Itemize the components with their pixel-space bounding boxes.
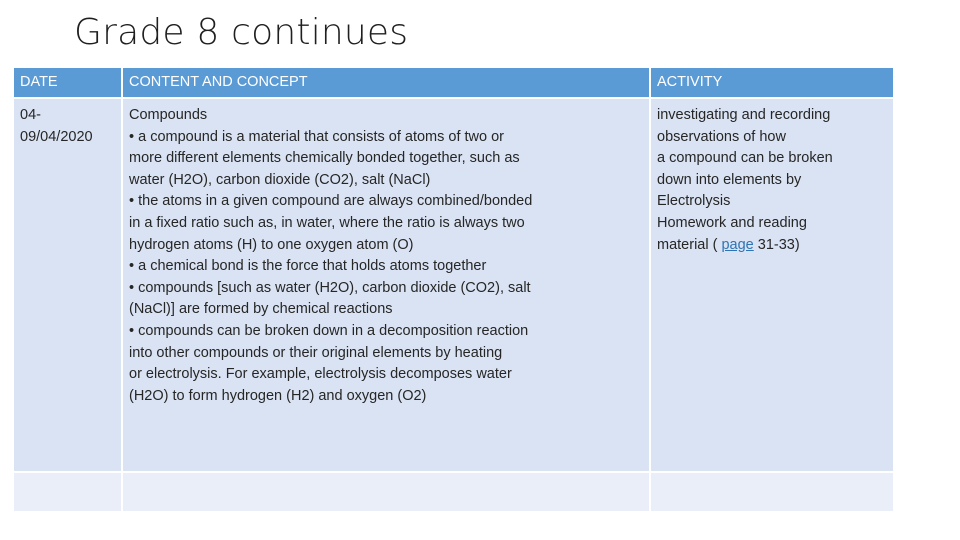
- header-date: DATE: [13, 67, 122, 98]
- slide-title: Grade 8 continues: [74, 12, 409, 53]
- empty-cell: [13, 472, 122, 512]
- activity-cell: [650, 98, 894, 472]
- header-content-and-concept: CONTENT AND CONCEPT: [122, 67, 650, 98]
- content-cell: [122, 98, 650, 472]
- content-line: in a fixed ratio such as, in water, where the ratio is always two: [129, 214, 525, 231]
- empty-cell: [122, 472, 650, 512]
- lesson-plan-table: [12, 66, 895, 513]
- activity-text: 31-33): [753, 236, 800, 253]
- empty-cell: [650, 472, 894, 512]
- table-row-empty: [13, 472, 894, 512]
- activity-line: [657, 235, 887, 257]
- content-line: hydrogen atoms (H) to one oxygen atom (O): [129, 236, 414, 253]
- content-line: • compounds [such as water (H2O), carbon dioxide (CO2), salt: [129, 279, 531, 296]
- date-line: 04-: [20, 107, 41, 123]
- content-line: into other compounds or their original elements by heating: [129, 344, 503, 361]
- content-line: (NaCl)] are formed by chemical reactions: [129, 301, 393, 318]
- activity-line: observations of how: [657, 128, 786, 145]
- date-line: 09/04/2020: [20, 128, 93, 145]
- content-line: more different elements chemically bonded together, such as: [129, 150, 520, 167]
- activity-line: investigating and recording: [657, 107, 831, 123]
- date-cell: [13, 98, 122, 472]
- activity-line: down into elements by: [657, 171, 802, 188]
- table-row: [13, 98, 894, 472]
- content-line: • a chemical bond is the force that holds atoms together: [129, 258, 487, 275]
- header-activity: ACTIVITY: [650, 67, 894, 98]
- content-line: water (H2O), carbon dioxide (CO2), salt (NaCl): [129, 171, 431, 188]
- activity-text: material (: [657, 236, 722, 253]
- activity-line: Homework and reading: [657, 214, 807, 231]
- content-line: or electrolysis. For example, electrolysis decomposes water: [129, 366, 512, 383]
- content-line: • a compound is a material that consists of atoms of two or: [129, 128, 504, 145]
- activity-line: a compound can be broken: [657, 150, 833, 167]
- activity-line: Electrolysis: [657, 193, 731, 210]
- content-line: Compounds: [129, 107, 208, 123]
- table-header-row: [13, 67, 894, 98]
- content-line: • the atoms in a given compound are always combined/bonded: [129, 193, 533, 210]
- content-line: • compounds can be broken down in a decomposition reaction: [129, 322, 529, 339]
- page-link[interactable]: page: [721, 236, 754, 253]
- content-line: (H2O) to form hydrogen (H2) and oxygen (O2): [129, 387, 427, 404]
